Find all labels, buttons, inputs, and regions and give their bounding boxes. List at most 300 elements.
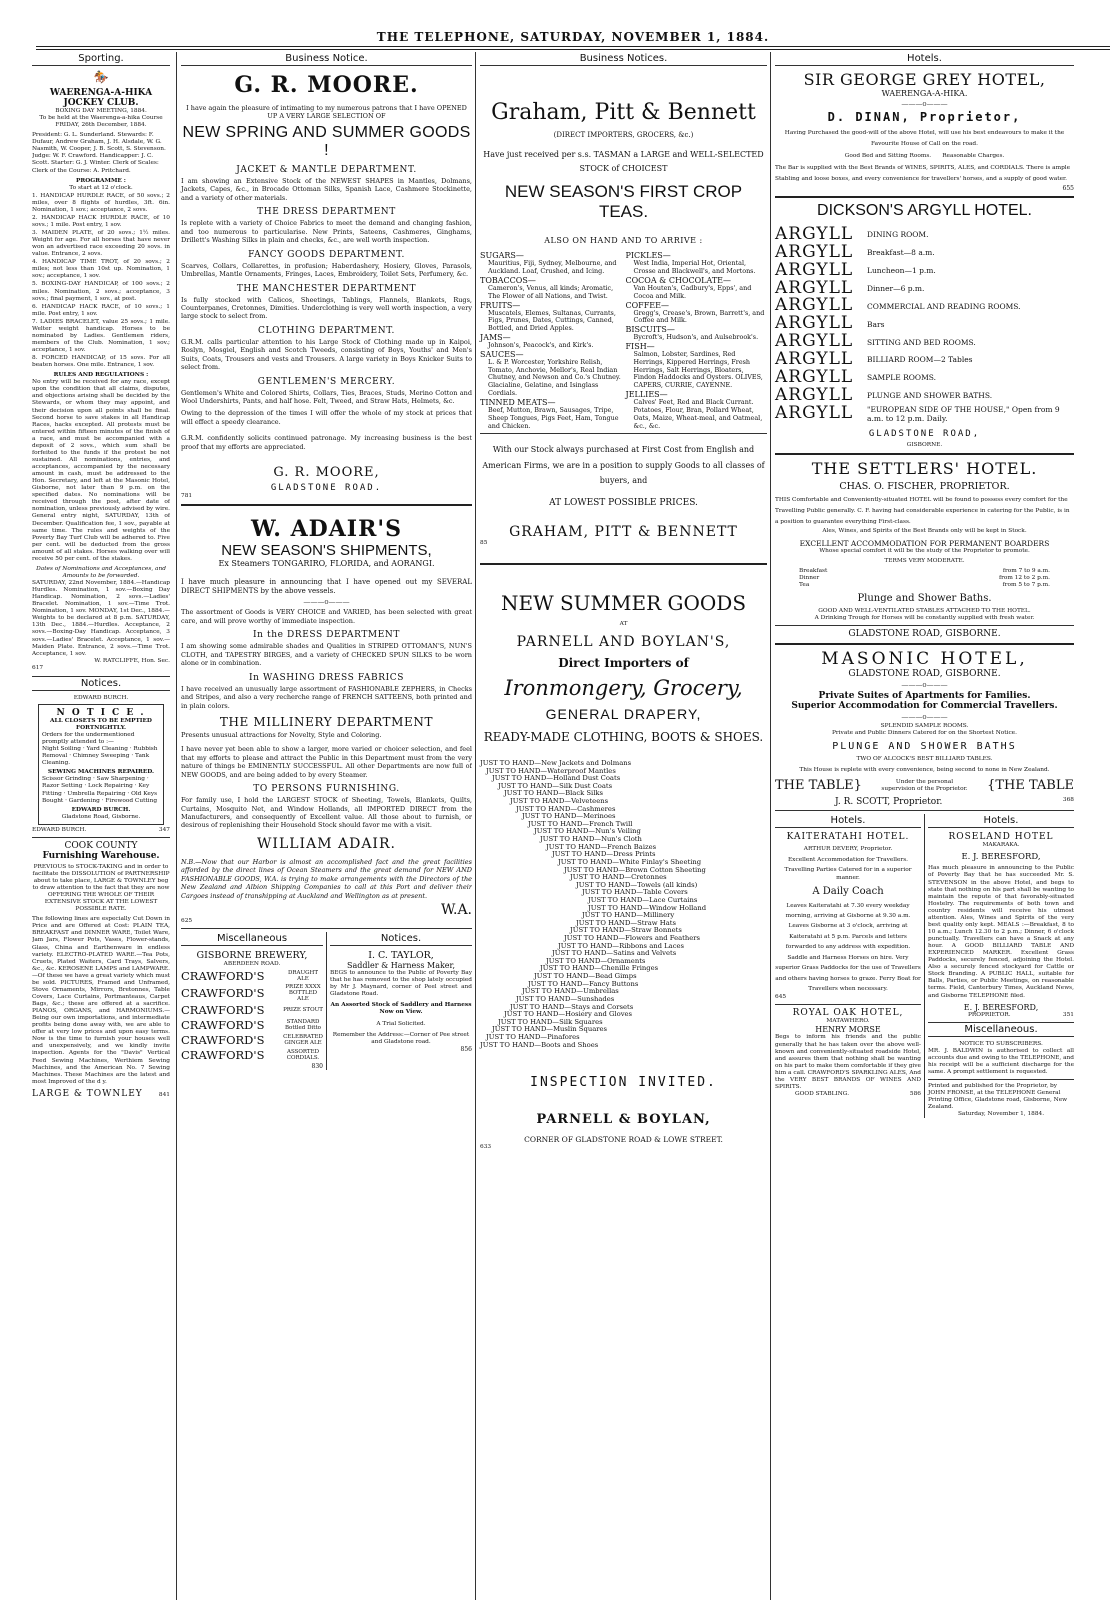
adair-dress-text: I am showing some admirable shades and Qualities in STRIPED OTTOMAN'S, NUN'S CLOTH, and TAPESTRY BIRGES, and a variety of CHECKED SPUN SILKS to be worn alone or in combination. xyxy=(181,642,472,668)
crawfords-item: STANDARD Bottled Ditto xyxy=(285,1019,321,1032)
moore-dept-title: CLOTHING DEPARTMENT. xyxy=(258,325,395,336)
argyll-word: ARGYLL xyxy=(775,295,854,316)
settlers-para-2: Ales, Wines, and Spirits of the Best Brands only will be kept in Stock. xyxy=(822,527,1027,534)
divider xyxy=(181,928,472,929)
masonic-footer xyxy=(775,797,1074,807)
divider xyxy=(32,837,170,838)
gpb-item-text: Gregg's, Crease's, Brown, Barrett's, and Coffee and Milk. xyxy=(633,308,765,325)
just-to-hand-item: JUST TO HAND—Merinoes xyxy=(522,812,616,821)
just-to-hand-item: JUST TO HAND—French Baizes xyxy=(546,842,657,851)
moore-address: GLADSTONE ROAD. xyxy=(270,483,383,494)
divider xyxy=(775,196,1074,198)
adair-para-3: I have never yet been able to show a larger, more varied or choicer selection, and feel that my efforts to please and attract the Public in this Department must from the very nature of things be EMINENTLY SUCCESSFUL. All other Departments are now full of NEW GOODS, and are being added to by every Steamer. xyxy=(181,745,472,779)
services-a: Night Soiling · Yard Cleaning · Rubbish Removal · Chimney Sweeping · Tank Cleaning. xyxy=(42,746,158,767)
gpb-item-text: Johnson's, Peacock's, and Kirk's. xyxy=(488,341,594,349)
just-to-hand-item: JUST TO HAND—Brown Cotton Sheeting xyxy=(564,865,706,874)
royal-oak-proprietor: HENRY MORSE xyxy=(815,1025,881,1035)
argyll-row xyxy=(775,366,1074,387)
ad-ref-781: 781 xyxy=(181,493,193,500)
just-to-hand-list xyxy=(480,760,767,1049)
just-to-hand-item: JUST TO HAND—Flowers and Feathers xyxy=(564,934,701,943)
moore-dept-title: GENTLEMEN'S MERCERY. xyxy=(257,376,396,387)
adair-furnishing-title: TO PERSONS FURNISHING. xyxy=(253,784,400,795)
race-item: 8. FORCED HANDICAP, of 15 sovs. For all beaten horses. One mile. Entrance, 1 sov. xyxy=(32,355,170,369)
large-townley-footer xyxy=(32,1089,170,1099)
gpb-item-head: SUGARS— xyxy=(480,251,524,261)
moore-departments xyxy=(181,165,472,405)
programme-start: To start at 12 o'clock. xyxy=(69,184,133,191)
masonic-para-3: SPLENDID SAMPLE ROOMS. xyxy=(880,723,969,730)
taylor-title: I. C. TAYLOR, xyxy=(368,950,434,962)
just-to-hand-item: JUST TO HAND—Table Covers xyxy=(582,888,688,897)
gpb-item-text: L. & P. Worcester, Yorkshire Relish, Tomato, Anchovie, Mellor's, Real Indian Chutney, and Newson and Co.'s Chutney. Glacialine, Gelatine, and Isinglass Cordials. xyxy=(488,357,621,398)
inspection-invited: INSPECTION INVITED. xyxy=(530,1075,717,1091)
adair-para-2: The assortment of Goods is VERY CHOICE and VARIED, has been selected with great care, and will prove worthy of immediate inspection. xyxy=(181,608,472,625)
just-to-hand-item: JUST TO HAND—Sunshades xyxy=(516,994,615,1003)
sewing-text: SEWING MACHINES REPAIRED. xyxy=(47,769,155,776)
gpb-item-text: West India, Imperial Hot, Oriental, Crosse and Blackwell's, and Mortons. xyxy=(633,259,756,276)
gpb-also: ALSO ON HAND AND TO ARRIVE : xyxy=(544,236,703,246)
dickson-title: DICKSON'S ARGYLL HOTEL. xyxy=(817,202,1032,220)
crawfords-list xyxy=(181,969,323,1062)
adair-para-1: I have much pleasure in announcing that I have opened out my SEVERAL DIRECT SHIPMENTS by the above vessels. xyxy=(181,578,472,596)
roseland-sig-title: PROPRIETOR. xyxy=(968,1011,1011,1018)
club-officials: President: G. L. Sunderland. Stewards: F. Dufaur, Andrew Graham, J. H. Alsdale, W. G. Nasmith, W. Cooper, J. B. Scott, S. Stevenson. Judge: W. F. Crawford. Handicapper: J. C. Scott. Starter: G. J. Winter. Clerk of Scales: Clerk of the Course: A. Pritchard. xyxy=(32,132,166,174)
moore-owing: Owing to the depression of the times I will offer the whole of my stock at prices that will effect a speedy clearance. xyxy=(181,409,472,426)
taylor-ad xyxy=(327,932,472,1070)
taylor-text-3: A Trial Solicited. xyxy=(376,1020,426,1027)
crawfords-row xyxy=(181,1048,323,1062)
adair-nb: N.B.—Now that our Harbor is almost an accomplished fact and the great facilities afforded by the direct lines of Ocean Steamers and the great demand for NEW AND FASHIONABLE GOODS, W.A. is trying to make arrangements with the Directors of the New Zealand and Albion Shipping Companies to call at this Port and deliver their Cargoes instead of transhipping at Auckland and Wellington as at present. xyxy=(181,857,472,900)
crawfords-row xyxy=(181,969,323,983)
masonic-para-4: Private and Public Dinners Catered for on the Shortest Notice. xyxy=(832,730,1017,737)
burch-address: Gladstone Road, Gisborne. xyxy=(61,813,141,820)
brewery-title: GISBORNE BREWERY, xyxy=(196,950,308,962)
just-to-hand-item: JUST TO HAND—Muslin Squares xyxy=(492,1025,608,1034)
gpb-item-head: JELLIES— xyxy=(625,390,668,400)
brewery-subtitle: ABERDEEN ROAD. xyxy=(223,961,281,968)
divider xyxy=(775,453,1074,455)
section-head-misc: Miscellaneous xyxy=(181,932,323,946)
orders-text: Orders for the undermentioned promptly attended to :— xyxy=(42,732,135,746)
sgg-para-2: Good Bed and Sitting Rooms. Reasonable Charges. xyxy=(844,153,1005,159)
ad-ref-625: 625 xyxy=(181,918,193,925)
meal-time: from 7 to 9 a.m. xyxy=(1002,567,1050,574)
roseland-signature: E. J. BERESFORD, xyxy=(963,1002,1039,1012)
burch-notice-box xyxy=(38,704,164,825)
meal-name: Tea xyxy=(799,581,810,588)
just-to-hand-item: JUST TO HAND—Window Holland xyxy=(588,903,707,912)
argyll-word: ARGYLL xyxy=(775,313,854,334)
cook-county-lines: The following lines are especially Cut Down in Price and are Offered at Cost: PLAIN TEA, BREAKFAST and DINNER WARE, Toilet Ware, Jam Jars, Flower Pots, Vases, Flower-stands, Glass, China and Earthenware in endless variety. ELECTRO-PLATED WARE.—Tea Pots, Cruets, Plated Waiters, Card Trays, Salvers, &c., &c. KEROSENE LAMPS and LAMPWARE.—Of these we have a great variety which must be sold. PICTURES, Framed and Unframed, Stove Ornaments, Mirrors, Bretonnes, Table Covers, Lace Curtains, Portmanteaus, Carpet Bags, &c.; these are offered at a sacrifice. PIANOS, ORGANS, and HARMONIUMS.—Being our own importations, and intermediate profits being done away with, we are able to offer at very low prices and upon easy terms. Now is the time to furnish your houses well and unexpensively, and we kindly invite inspection. Agents for the "Davis" Vertical Feed Sewing Machines, Werthiem Sewing Machines, and the American No. 7 Sewing Machines. These Machines are the latest and most Improved of the d y. xyxy=(32,916,170,1085)
just-to-hand-item: JUST TO HAND—Straw Hats xyxy=(576,918,676,927)
section-head-misc-2: Miscellaneous. xyxy=(928,1022,1074,1037)
gpb-item-head: FISH— xyxy=(625,342,655,351)
settlers-baths: Plunge and Shower Baths. xyxy=(857,592,992,604)
jockey-club-title: WAERENGA-A-HIKA JOCKEY CLUB. xyxy=(49,88,153,108)
just-to-hand-item: JUST TO HAND—Dress Prints xyxy=(552,850,656,859)
royal-oak-place: MATAWHERO. xyxy=(826,1018,870,1025)
moore-dept-title: THE DRESS DEPARTMENT xyxy=(257,207,396,218)
just-to-hand-item: JUST TO HAND—Lace Curtains xyxy=(588,895,698,904)
moore-dept-title: JACKET & MANTLE DEPARTMENT. xyxy=(236,165,417,175)
cook-county-text: PREVIOUS to STOCK-TAKING and in order to facilitate the DISSOLUTION of PARTNERSHIP about to take place, LARGE & TOWNLEY beg to draw attention to the fact that they are now OFFERING THE WHOLE OF THEIR EXTENSIVE STOCK AT THE LOWEST POSSIBLE RATE. xyxy=(32,863,170,913)
kaiteratahi-para-1: Excellent Accommodation for Travellers. xyxy=(787,857,909,864)
ad-ref-841: 841 xyxy=(158,1091,170,1098)
meal-name: Dinner xyxy=(799,574,820,581)
masonic-baths: PLUNGE AND SHOWER BATHS xyxy=(832,741,1017,753)
section-head-business-notice: Business Notice. xyxy=(181,52,472,66)
burch-top-name: EDWARD BURCH. xyxy=(73,694,129,701)
adair-dress-title: In the DRESS DEPARTMENT xyxy=(252,630,400,641)
adair-washing-text: I have received an unusually large assortment of FASHIONABLE ZEPHERS, in Checks and Stripes, and also a very recherche range of FRENCH SATTEENS, both printed and in plain colors. xyxy=(181,684,472,710)
taylor-text: BEGS to announce to the Public of Poverty Bay that he has removed to the shop lately occupied by Mr J. Maynard, corner of Peel street and Gladstone Road. xyxy=(330,970,472,998)
race-item: 1. HANDICAP HURDLE RACE, of 50 sovs.; 2 miles, over 8 flights of hurdles, 3ft. 6in. Nomination, 1 sov.; acceptance, 2 sovs. xyxy=(32,192,170,213)
argyll-word: ARGYLL xyxy=(775,277,854,298)
gpb-item-text: Cameron's, Venus, all kinds; Aromatic, The Flower of all Nations, and Twist. xyxy=(488,283,614,300)
race-item: 3. MAIDEN PLATE, of 20 sovs.; 1½ miles. Weight for age. For all horses that have never won an advertised race exceeding 20 sovs. in value. Entrance, 2 sovs. xyxy=(32,230,170,258)
moore-headline: NEW SPRING AND SUMMER GOODS ! xyxy=(182,124,471,159)
race-item: 4. HANDICAP TIME TROT, of 20 sovs.; 2 miles; not less than 10st up. Nomination, 1 sov.; acceptance, 1 sov. xyxy=(32,259,170,280)
services-b: Scissor Grinding · Saw Sharpening · Razor Setting · Lock Repairing · Key Fitting · Umbrella Repairing · Old Keys Bought · Gardening · Firewood Cutting xyxy=(42,776,158,804)
adair-title: W. ADAIR'S xyxy=(250,516,402,543)
small-hotels-row xyxy=(775,814,1074,1118)
argyll-feature: Dinner—6 p.m. xyxy=(867,284,925,294)
moore-dept-text: G.R.M. calls particular attention to his Large Stock of Clothing made up in Kaipoi, Roslyn, Mosgiel, English and Scotch Tweeds, consisting of Boys, Youths' and Men's Suits, Coats, Trousers and vests and Trousers. A large variety in Boys Knicker Suits to select from. xyxy=(181,337,472,372)
secretary-signature: W. RATCLIFFE, Hon. Sec. xyxy=(94,657,170,664)
adair-millinery-text: Presents unusual attractions for Novelty, Style and Coloring. xyxy=(181,730,382,739)
royal-oak-stabling: GOOD STABLING. xyxy=(795,1090,850,1097)
section-head-hotels-left: Hotels. xyxy=(775,814,921,828)
argyll-word: ARGYLL xyxy=(775,259,854,280)
nsg-title: NEW SUMMER GOODS xyxy=(500,590,747,615)
moore-dept-text: Gentlemen's White and Colored Shirts, Collars, Ties, Braces, Studs, Merino Cotton and Wool Undershirts, Pants, and half hose. Felt, Tweed, and Straw Hats, Helmets, &c. xyxy=(181,388,472,405)
argyll-word: ARGYLL xyxy=(775,331,854,352)
cook-county-subtitle: Furnishing Warehouse. xyxy=(42,850,160,861)
argyll-word: ARGYLL xyxy=(775,384,854,405)
argyll-feature: Bars xyxy=(867,319,885,329)
gpb-intro: Have just received per s.s. TASMAN a LARGE and WELL-SELECTED STOCK of CHOICEST xyxy=(483,149,764,173)
gpb-item-text: Van Houten's, Cadbury's, Epps', and Cocoa and Milk. xyxy=(633,283,752,300)
meal-row xyxy=(775,575,1074,582)
section-head-notices-2: Notices. xyxy=(330,932,472,946)
ad-ref-351: 351 xyxy=(1062,1011,1074,1018)
ad-ref-617: 617 xyxy=(32,664,44,671)
masonic-address: GLADSTONE ROAD, GISBORNE. xyxy=(848,669,1001,680)
column-sporting xyxy=(32,52,170,1600)
argyll-word: ARGYLL xyxy=(775,348,854,369)
argyll-row xyxy=(775,259,1074,280)
settlers-address: GLADSTONE ROAD, GISBORNE. xyxy=(848,629,1001,640)
gpb-title: Graham, Pitt & Bennett xyxy=(491,100,756,125)
divider xyxy=(928,1079,1074,1080)
gpb-stock: With our Stock always purchased at First Cost from English and American Firms, we are in a position to supply Goods to all classes of buyers, and xyxy=(482,445,765,485)
just-to-hand-item: JUST TO HAND—Chenille Fringes xyxy=(540,964,659,973)
roseland-text: Has much pleasure in announcing to the Public of Poverty Bay that he has succeeded Mr. S. STEVENSON in the above Hotel, and begs to state that nothing on his part shall be wanting to maintain the repute of that favorably-situated Hostelry. The requirements of both town and country residents will receive his utmost attention. Ales, Wines and Spirits of the very best quality only kept. MEALS :—Breakfast, 8 to 10 a.m.; Lunch 12.30 to 2 p.m.; Dinner, 6 o'clock punctually. Travellers can have a Snack at any hour. A GOOD BILLIARD TABLE AND EXPERIENCED MARKER. Excellent Grass Paddocks, securely fenced, adjoining the Hotel. Also a securely fenced stockyard for Cattle or Stock Branding. A PUBLIC HALL, suitable for Balls, Parties, or Public Meetings, on reasonable terms. Field, Canterbury Times, Auckland News, and Gisborne TELEPHONE filed. xyxy=(928,865,1074,999)
ornament: ———o——— xyxy=(901,100,948,108)
adair-furnishing-text: For family use, I hold the LARGEST STOCK of Sheeting, Towels, Blankets, Quilts, Curtains, Mosquito Net, and Window Hollands, all IMPORTED DIRECT from the Manufacturers, and consequently of Excellent value. All those about to furnish, or desirous of replenishing their Household Stock should favor me with a visit. xyxy=(181,796,472,830)
just-to-hand-item: JUST TO HAND—Ornaments xyxy=(546,956,646,965)
crawfords-name: CRAWFORD'S xyxy=(181,969,265,984)
argyll-feature: COMMERCIAL AND READING ROOMS. xyxy=(867,301,1021,311)
crawfords-name: CRAWFORD'S xyxy=(181,986,265,1001)
crawfords-name: CRAWFORD'S xyxy=(181,1033,265,1048)
gpb-item-text: Calves' Feet, Red and Black Currant. Potatoes, Flour, Bran, Pollard Wheat, Oats, Maize, Wheat-meal, and Oatmeal, &c., &c. xyxy=(633,398,763,430)
moore-dept-text: Scarves, Collars, Collarettes, in profusion; Haberdashery, Hosiery, Gloves, Parasols, Umbrellas, Mantle Ornaments, Fringes, Laces, Embroidery, Toilet Sets, Perfumery, &c. xyxy=(181,261,472,279)
roseland-place: MAKARAKA. xyxy=(982,842,1020,849)
meal-row xyxy=(775,568,1074,575)
just-to-hand-item: JUST TO HAND—Satins and Velvets xyxy=(552,949,677,958)
moore-intro: I have again the pleasure of intimating to my numerous patrons that I have OPENED UP A VERY LARGE SELECTION OF xyxy=(186,104,467,120)
kaiteratahi-title: KAITERATAHI HOTEL. xyxy=(786,832,910,843)
nsg-ironmongery: Ironmongery, Grocery, xyxy=(504,676,743,700)
gpb-item-text: Muscatels, Elemes, Sultanas, Currants, Figs, Prunes, Dates, Cuttings, Canned, Bottled, and Dried Apples. xyxy=(488,308,616,333)
section-head-hotels: Hotels. xyxy=(775,52,1074,66)
burch-footer xyxy=(32,827,170,834)
meal-name: Breakfast xyxy=(799,567,828,574)
notice-word: N O T I C E . xyxy=(56,707,146,718)
just-to-hand-item: JUST TO HAND—Cashmeres xyxy=(516,804,616,813)
gpb-item-head: JAMS— xyxy=(480,333,511,342)
settlers-para-3: EXCELLENT ACCOMMODATION FOR PERMANENT BOARDERS xyxy=(799,538,1050,548)
moore-dept-title: FANCY GOODS DEPARTMENT. xyxy=(248,249,405,260)
race-list xyxy=(32,193,170,370)
nsg-readymade: READY-MADE CLOTHING, BOOTS & SHOES. xyxy=(483,730,764,744)
roseland-title: ROSELAND HOTEL xyxy=(948,832,1054,843)
crawfords-row xyxy=(181,1003,323,1017)
just-to-hand-item: JUST TO HAND—French Twill xyxy=(528,819,633,828)
just-to-hand-item: JUST TO HAND—Millinery xyxy=(582,911,675,920)
royal-oak-title: ROYAL OAK HOTEL, xyxy=(792,1008,904,1019)
pb-address: CORNER OF GLADSTONE ROAD & LOWE STREET. xyxy=(524,1135,723,1145)
section-head-sporting: Sporting. xyxy=(32,52,170,66)
argyll-road: GLADSTONE ROAD, xyxy=(868,428,981,439)
settlers-para-4: Whose special comfort it will be the study of the Proprietor to promote. xyxy=(819,547,1030,554)
divider xyxy=(775,625,1074,626)
large-townley-sig: LARGE & TOWNLEY xyxy=(32,1088,143,1099)
meeting-name: BOXING DAY MEETING, 1884. xyxy=(55,108,147,114)
just-to-hand-item: JUST TO HAND—Umbrellas xyxy=(522,987,619,996)
crawfords-name: CRAWFORD'S xyxy=(181,1048,265,1063)
divider xyxy=(775,1004,921,1005)
column-hotels xyxy=(770,52,1074,1600)
royal-oak-text: Begs to inform his friends and the public generally that he has taken over the above well-known and conveniently-situated roadside Hotel, and assures them that nothing shall be wanting on his part to make them comfortable if they give him a call. CRAWFORD'S SPARKLING ALES, And the VERY BEST BRANDS OF WINES AND SPIRITS. xyxy=(775,1034,921,1090)
divider xyxy=(775,643,1074,645)
argyll-word: ARGYLL xyxy=(775,241,854,262)
rules-title: RULES AND REGULATIONS : xyxy=(53,372,149,379)
divider xyxy=(480,563,767,565)
settlers-proprietor: CHAS. O. FISCHER, PROPRIETOR. xyxy=(839,480,1010,492)
crawfords-item: ASSORTED CORDIALS. xyxy=(286,1049,320,1062)
gpb-item-head: COFFEE— xyxy=(625,300,669,310)
imprint-text: Printed and published for the Proprietor, by JOHN FRONSE, at the TELEPHONE General Printing Office, Gladstone road, Gisborne, New Zealand. xyxy=(928,1082,1068,1111)
just-to-hand-item: JUST TO HAND—Waterproof Mantles xyxy=(486,766,616,775)
crawfords-item: PRIZE STOUT xyxy=(283,1007,323,1014)
just-to-hand-item: JUST TO HAND—Holland Dust Coats xyxy=(492,774,621,783)
ad-ref-830: 830 xyxy=(311,1063,323,1071)
nsg-firm: PARNELL AND BOYLAN'S, xyxy=(516,634,731,650)
roseland-ad xyxy=(925,814,1074,1118)
argyll-feature: Luncheon—1 p.m. xyxy=(867,266,936,276)
masthead: THE TELEPHONE, SATURDAY, NOVEMBER 1, 1884. xyxy=(376,30,770,44)
crawfords-row xyxy=(181,1033,323,1047)
moore-signature: G. R. MOORE, xyxy=(273,465,380,481)
ad-ref-85: 85 xyxy=(480,539,488,546)
brewery-ad xyxy=(181,932,327,1070)
crawfords-item: CELEBRATED GINGER ALE xyxy=(283,1034,323,1047)
sgg-place: WAERENGA-A-HIKA. xyxy=(881,89,968,98)
race-item: 6. HANDICAP HACK RACE, of 10 sovs.; 1 mile. Post entry, 1 sov. xyxy=(32,303,170,317)
just-to-hand-item: JUST TO HAND—Boots and Shoes xyxy=(480,1040,599,1049)
just-to-hand-item: JUST TO HAND—Silk Dust Coats xyxy=(498,781,613,790)
masonic-title: MASONIC HOTEL, xyxy=(821,649,1028,670)
settlers-para-1: THIS Comfortable and Conveniently-situated HOTEL will be found to possess every comfort for the Travelling Public generally. C. F. having had considerable experience in catering for the Public, is in a position to guarantee everything First-class. xyxy=(775,496,1070,525)
just-to-hand-item: JUST TO HAND—Hosiery and Gloves xyxy=(504,1010,633,1019)
ad-ref-856: 856 xyxy=(460,1045,472,1053)
gpb-items xyxy=(480,251,767,430)
meeting-date: To be held at the Waerenga-a-hika Course FRIDAY, 26th December, 1884. xyxy=(39,115,163,129)
taylor-text-4: Remember the Address:—Corner of Pee street and Gladstone road. xyxy=(332,1031,470,1045)
kaiteratahi-ad xyxy=(775,814,925,1118)
masthead-rule-2 xyxy=(36,49,1110,50)
kaiteratahi-para-2: Travelling Parties Catered for in a superior manner. xyxy=(784,867,912,881)
moore-title: G. R. MOORE. xyxy=(234,72,419,98)
masthead-rule xyxy=(36,46,1110,47)
nsg-drapery: GENERAL DRAPERY, xyxy=(545,706,702,722)
gpb-items-left xyxy=(480,251,622,430)
argyll-town: GISBORNE. xyxy=(906,441,943,448)
argyll-word: ARGYLL xyxy=(775,402,854,423)
settlers-meals xyxy=(775,568,1074,589)
just-to-hand-item: JUST TO HAND—Bead Gimps xyxy=(534,972,637,981)
dates-text: SATURDAY, 22nd November, 1884.—Handicap Hurdles. Nomination, 1 sov.—Boxing Day Handicap. Nomination, 2 sovs.—Ladies' Bracelet. Nomination, 1 sov.—Time Trot. Nomination, 1 sov. MONDAY, 1st Dec., 1884.—Weights to be declared at 8 p.m. SATURDAY, 13th Dec., 1884.—Hurdles. Acceptance, 2 sovs.—Boxing-Day Handicap. Acceptance, 3 sovs.—Ladies' Bracelet. Acceptance, 1 sov.—Maiden Plate. Entrance, 2 sovs.—Time Trot. Acceptance, 1 sov. xyxy=(32,580,170,657)
roseland-footer xyxy=(928,1012,1074,1019)
settlers-terms: TERMS VERY MODERATE. xyxy=(884,557,965,564)
burch-signature: EDWARD BURCH. xyxy=(71,806,131,813)
gpb-subtitle: (DIRECT IMPORTERS, GROCERS, &c.) xyxy=(553,131,694,139)
gpb-item-head: FRUITS— xyxy=(480,300,521,310)
moore-dept-text: Is fully stocked with Calicos, Sheetings, Tablings, Flannels, Blankets, Rugs, Counterpanes, Cretonnes, Dimities. Underclothing is very well worth inspection, a very large stock to select from. xyxy=(181,295,472,321)
argyll-feature: SITTING AND BED ROOMS. xyxy=(867,337,976,347)
dates-title: Dates of Nominations and Acceptances, and Amounts to be forwarded. xyxy=(36,565,166,579)
rules-text: No entry will be received for any race, except upon the condition that all claims, disputes, and objections arising shall be decided by the Stewards, or whom they may appoint, and their decision upon all points shall be final. Second horse to save stakes in all Handicap Races, hacks excepted. All protests must be entered within fifteen minutes of the finish of a race, and must be accompanied with a deposit of 2 sovs., which sum shall be forfeited to the funds if the protest be not sustained. All nominations, entries, and acceptances, accompanied by the necessary amount in cash, must be addressed to the Hon. Secretary, and left at the Masonic Hotel, Gisborne, not later than 9 p.m. on the specified dates. No nominations will be received through the post, after date of nomination, unless previously advised by wire. General entry night, SATURDAY, 13th of December. Qualification fee, 1 sov., payable at same time. The rules and weights of the Poverty Bay Turf Club will be adhered to. Five per cent. will be deducted from the gross amount of all stakes. Horses walking over will receive 50 per cent. of the stakes. xyxy=(32,379,170,562)
just-to-hand-item: JUST TO HAND—Nun's Veiling xyxy=(534,827,641,836)
divider xyxy=(181,504,472,506)
masonic-para-5: This House is replete with every convenience, being second to none in New Zealand. xyxy=(799,767,1050,774)
moore-dept-title: THE MANCHESTER DEPARTMENT xyxy=(236,283,417,294)
ad-ref-645: 645 xyxy=(775,994,787,1001)
race-item: 2. HANDICAP HACK HURDLE RACE, of 10 sovs.; 1 mile. Post entry, 1 sov. xyxy=(32,214,170,228)
just-to-hand-item: JUST TO HAND—New Jackets and Dolmans xyxy=(480,759,632,767)
just-to-hand-item: JUST TO HAND—Fancy Buttons xyxy=(528,979,639,988)
gpb-item-text: Beef, Mutton, Brawn, Sausages, Tripe, Sheep Tongues, Pigs Feet, Ham, Tongue and Chicken. xyxy=(488,405,619,430)
meal-time: from 5 to 7 p.m. xyxy=(1002,581,1050,588)
roseland-proprietor: E. J. BERESFORD, xyxy=(961,852,1041,863)
kaiteratahi-para-3: Leaves Kaiteratahi at 7.30 every weekday morning, arriving at Gisborne at 9.30 a.m. Leaves Gisborne at 3 o'clock, arriving at Kaiteratahi at 5 p.m. Parcels and letters forwarded to any address with expedition. Saddle and Harness Horses on hire. Very superior Grass Paddocks for the use of Travellers and others having horses to graze. Ferry Boat for Travellers when necessary. xyxy=(775,902,921,992)
just-to-hand-item: JUST TO HAND—Pinafores xyxy=(486,1032,580,1041)
argyll-feature: BILLIARD ROOM—2 Tables xyxy=(867,355,973,365)
argyll-row xyxy=(775,384,1074,405)
crawfords-item: PRIZE XXXX BOTTLED ALE xyxy=(285,984,321,1003)
gpb-item-head: SAUCES— xyxy=(480,349,524,359)
adair-subtitle: NEW SEASON'S SHIPMENTS, xyxy=(221,542,432,560)
subscribers-title: NOTICE TO SUBSCRIBERS. xyxy=(959,1040,1043,1047)
ad-ref-368: 368 xyxy=(1062,797,1074,804)
crawfords-row xyxy=(181,1018,323,1032)
just-to-hand-item: JUST TO HAND—Black Silks xyxy=(504,789,604,798)
just-to-hand-item: JUST TO HAND—Nun's Cloth xyxy=(540,835,642,844)
programme-title: PROGRAMME : xyxy=(76,177,126,184)
kaiteratahi-coach: A Daily Coach xyxy=(812,885,884,897)
gpb-items-right xyxy=(626,251,768,430)
argyll-feature: Breakfast—8 a.m. xyxy=(867,248,935,258)
gpb-item-head: TOBACCOS— xyxy=(480,275,536,285)
ad-ref-586: 586 xyxy=(909,1090,921,1097)
moore-dept-text: I am showing an Extensive Stock of the NEWEST SHAPES in Mantles, Dolmans, Jackets, Capes, &c., in Brocade Ottoman Silks, Spanish Lace, Cashmere Stockinette, and a variety of other materials. xyxy=(181,177,472,202)
gpb-signature: GRAHAM, PITT & BENNETT xyxy=(509,523,738,540)
ad-ref-347: 347 xyxy=(158,826,170,833)
crawfords-name: CRAWFORD'S xyxy=(181,1003,265,1018)
crawfords-row xyxy=(181,984,323,1002)
taylor-text-2: An Assorted Stock of Saddlery and Harness Now on View. xyxy=(330,1002,472,1016)
masonic-para-2: Superior Accommodation for Commercial Travellers. xyxy=(791,701,1058,712)
settlers-title: THE SETTLERS' HOTEL. xyxy=(811,458,1038,478)
ad-ref-633: 633 xyxy=(480,1144,492,1151)
nsg-direct: Direct Importers of xyxy=(558,656,689,670)
settlers-stables: GOOD AND WELL-VENTILATED STABLES ATTACHED TO THE HOTEL. xyxy=(818,607,1031,614)
divider xyxy=(775,810,1074,811)
settlers-trough: A Drinking Trough for Horses will be constantly supplied with fresh water. xyxy=(814,615,1035,621)
argyll-feature: DINING ROOM. xyxy=(867,230,929,240)
moore-confident: G.R.M. confidently solicits continued patronage. My increasing business is the best proof that my efforts are appreciated. xyxy=(181,434,472,451)
masonic-table-right: {THE TABLE xyxy=(987,778,1074,794)
gpb-item-text: Salmon, Lobster, Sardines, Red Herrings, Kippered Herrings, Fresh Herrings, Salt Herrings, Bloaters, Findon Haddocks and Oysters. OLIVES, CAPERS, CURRIE, CAYENNE. xyxy=(633,350,763,390)
section-head-business-notices: Business Notices. xyxy=(480,52,767,66)
sgg-title: SIR GEORGE GREY HOTEL, xyxy=(803,70,1046,89)
burch-bottom-name: EDWARD BURCH. xyxy=(32,826,87,833)
ornament: ———o——— xyxy=(901,713,948,722)
just-to-hand-item: JUST TO HAND—White Finlay's Sheeting xyxy=(558,857,702,866)
crawfords-item: DRAUGHT ALE xyxy=(287,970,319,983)
horse-racing-icon: 🏇 xyxy=(93,70,109,84)
gpb-item-text: Mauritius, Fiji, Sydney, Melbourne, and Auckland. Loaf, Crushed, and Icing. xyxy=(488,259,617,276)
sgg-para-3: The Bar is supplied with the Best Brands of WINES, SPIRITS, ALES, and CORDIALS. There is ample Stabling and loose boxes, and every convenience for travellers' horses, and a supply of good water. xyxy=(775,165,1071,183)
pb-signature: PARNELL & BOYLAN, xyxy=(536,1112,711,1128)
just-to-hand-item: JUST TO HAND—Straw Bonnets xyxy=(570,926,682,935)
just-to-hand-item: JUST TO HAND—Silk Squares xyxy=(498,1017,603,1026)
masonic-para-1: Private Suites of Apartments for Families. xyxy=(818,691,1031,702)
gpb-item-text: Bycroft's, Hudson's, and Aulsebrook's. xyxy=(633,333,759,342)
gpb-prices: AT LOWEST POSSIBLE PRICES. xyxy=(549,497,698,508)
race-item: 5. BOXING-DAY HANDICAP, of 100 sovs.; 2 miles. Nomination, 2 sovs.; acceptance, 3 sovs.; final payment, 1 sov., at post. xyxy=(32,281,170,302)
adair-initials: W.A. xyxy=(441,902,472,919)
adair-washing-title: In WASHING DRESS FABRICS xyxy=(249,672,404,683)
meal-time: from 12 to 2 p.m. xyxy=(998,574,1050,581)
argyll-feature: PLUNGE AND SHOWER BATHS. xyxy=(867,391,993,401)
cook-county-title: COOK COUNTY xyxy=(64,840,138,851)
just-to-hand-item: JUST TO HAND—Velveteens xyxy=(510,797,609,806)
taylor-subtitle: Saddler & Harness Maker, xyxy=(346,961,456,971)
section-head-hotels-right: Hotels. xyxy=(928,814,1074,828)
meal-row xyxy=(775,582,1074,589)
crawfords-name: CRAWFORD'S xyxy=(181,1018,265,1033)
argyll-word: ARGYLL xyxy=(775,224,854,245)
divider xyxy=(480,433,767,434)
column-business-notice xyxy=(176,52,472,1600)
just-to-hand-item: JUST TO HAND—Ribbons and Laces xyxy=(558,941,685,950)
masonic-table-left: THE TABLE} xyxy=(775,778,862,794)
argyll-rows xyxy=(775,226,1074,422)
